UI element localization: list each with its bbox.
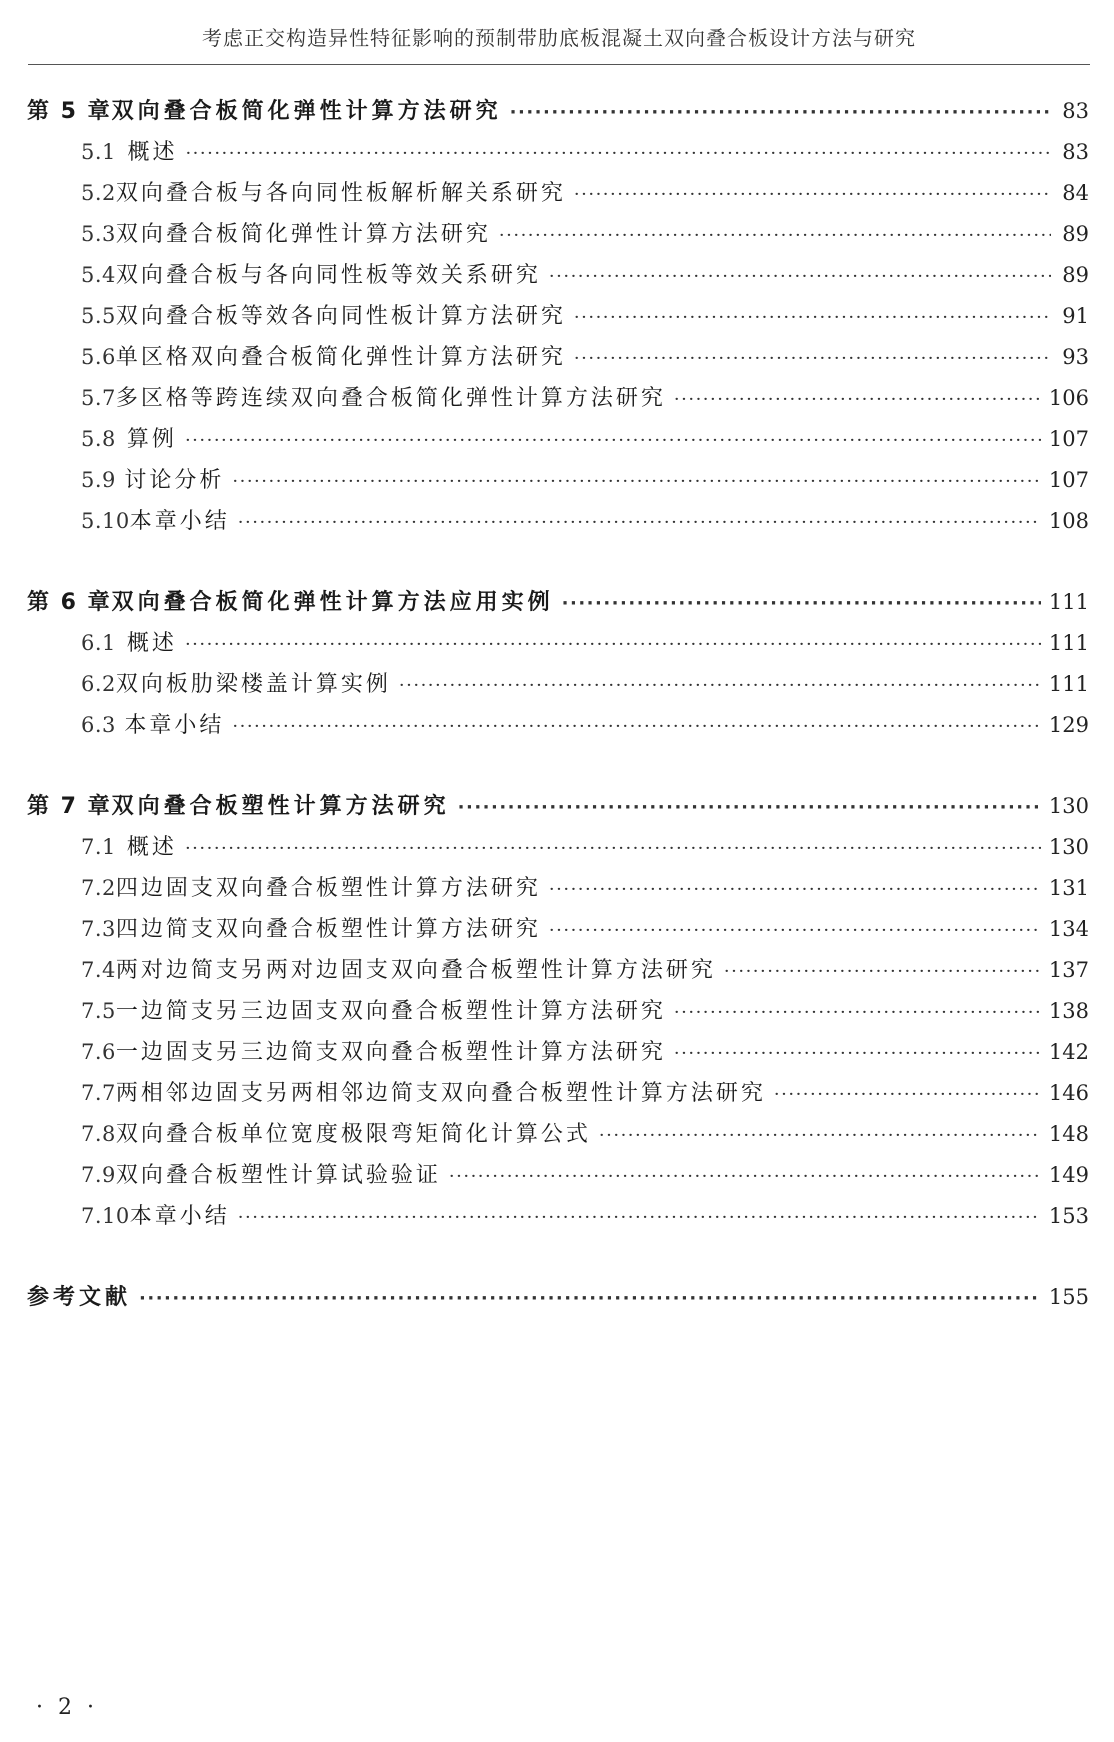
section-number: 5.3 [81,222,116,246]
dot-leader [549,869,1041,910]
page-number: 83 [1062,140,1089,164]
dot-leader [599,1115,1041,1156]
section-number: 5.2 [81,181,116,205]
dot-leader [674,992,1041,1033]
section-title: 四边固支双向叠合板塑性计算方法研究 [115,876,541,901]
section-number: 5.9 [81,468,116,492]
dot-leader [232,706,1041,747]
chapter-title: 双向叠合板塑性计算方法研究 [111,794,450,819]
dot-leader [674,1033,1041,1074]
section-entry[interactable] [27,296,1089,337]
references-entry[interactable] [27,1277,1089,1318]
section-title: 一边固支另三边简支双向叠合板塑性计算方法研究 [115,1040,666,1065]
page-number: 89 [1062,222,1089,246]
section-number: 7.2 [81,876,116,900]
section-entry[interactable] [27,1196,1089,1237]
section-entry[interactable] [27,1073,1089,1114]
dot-leader [238,1197,1041,1238]
dot-leader [562,583,1041,624]
section-entry[interactable] [27,173,1089,214]
page-number: 149 [1048,1163,1089,1187]
section-number: 5.1 [81,140,116,164]
page-number: 137 [1048,958,1089,982]
page-number: 155 [1048,1285,1089,1309]
references-block [27,1277,1089,1318]
section-number: 6.2 [81,672,116,696]
section-title: 一边简支另三边固支双向叠合板塑性计算方法研究 [115,999,666,1024]
page-number: 91 [1062,304,1089,328]
chapter-entry[interactable] [27,582,1089,623]
page-number: 106 [1048,386,1089,410]
dot-leader [574,174,1051,215]
section-number: 7.7 [81,1081,116,1105]
chapter-title: 双向叠合板简化弹性计算方法研究 [111,99,502,124]
section-entry[interactable] [27,214,1089,255]
section-number: 7.9 [81,1163,116,1187]
section-number: 7.8 [81,1122,116,1146]
section-entry[interactable] [27,1032,1089,1073]
section-title: 概述 [126,835,177,860]
page-number: 130 [1048,835,1089,859]
dot-leader [549,256,1051,297]
section-entry[interactable] [27,460,1089,501]
page-number: 138 [1048,999,1089,1023]
chapter-number: 第 6 章 [27,590,112,615]
section-title: 双向叠合板简化弹性计算方法研究 [115,222,491,247]
section-title: 两相邻边固支另两相邻边简支双向叠合板塑性计算方法研究 [115,1081,766,1106]
section-number: 6.1 [81,631,116,655]
dot-leader [674,379,1041,420]
page-number: 130 [1048,794,1089,818]
section-entry[interactable] [27,378,1089,419]
section-title: 两对边简支另两对边固支双向叠合板塑性计算方法研究 [115,958,716,983]
section-number: 7.6 [81,1040,116,1064]
dot-leader [139,1278,1041,1319]
section-entry[interactable] [27,132,1089,173]
section-entry[interactable] [27,623,1089,664]
page-number: 142 [1048,1040,1089,1064]
page-number: 89 [1062,263,1089,287]
dot-leader [574,338,1051,379]
section-title: 本章小结 [124,713,225,738]
section-number: 7.1 [81,835,116,859]
section-number: 6.3 [81,713,116,737]
section-number: 7.3 [81,917,116,941]
page-number: 111 [1048,590,1089,614]
page-number: 107 [1048,427,1089,451]
chapter-5-block [27,91,1089,542]
dot-leader [458,787,1041,828]
section-title: 算例 [126,427,177,452]
page-number: 146 [1048,1081,1089,1105]
section-title: 讨论分析 [124,468,225,493]
section-entry[interactable] [27,1155,1089,1196]
running-header: 考虑正交构造异性特征影响的预制带肋底板混凝土双向叠合板设计方法与研究 [28,18,1090,65]
chapter-number: 第 5 章 [27,99,112,124]
section-number: 5.6 [81,345,116,369]
section-title: 概述 [127,140,178,165]
section-entry[interactable] [27,991,1089,1032]
folio-page-number: · 2 · [36,1695,98,1720]
dot-leader [510,92,1051,133]
page-number: 107 [1048,468,1089,492]
dot-leader [449,1156,1041,1197]
table-of-contents [27,91,1089,1358]
page-number: 111 [1048,631,1089,655]
dot-leader [185,420,1041,461]
dot-leader [238,502,1041,543]
references-title: 参考文献 [27,1285,132,1310]
section-number: 5.5 [81,304,116,328]
dot-leader [774,1074,1041,1115]
page-number: 129 [1048,713,1089,737]
dot-leader [185,624,1041,665]
section-entry[interactable] [27,1114,1089,1155]
page-number: 111 [1048,672,1089,696]
section-number: 5.4 [81,263,116,287]
dot-leader [185,828,1041,869]
section-number: 7.4 [81,958,116,982]
dot-leader [724,951,1041,992]
chapter-6-block [27,582,1089,746]
chapter-title: 双向叠合板简化弹性计算方法应用实例 [111,590,554,615]
section-title: 四边简支双向叠合板塑性计算方法研究 [115,917,541,942]
section-entry[interactable] [27,419,1089,460]
page-number: 83 [1062,99,1089,123]
section-title: 单区格双向叠合板简化弹性计算方法研究 [115,345,566,370]
section-number: 5.10 [81,509,130,533]
dot-leader [232,461,1041,502]
dot-leader [549,910,1041,951]
section-title: 本章小结 [129,1204,230,1229]
section-title: 概述 [126,631,177,656]
section-number: 7.10 [81,1204,130,1228]
chapter-number: 第 7 章 [27,794,112,819]
section-title: 双向板肋梁楼盖计算实例 [115,672,391,697]
section-title: 双向叠合板塑性计算试验验证 [115,1163,441,1188]
section-title: 双向叠合板单位宽度极限弯矩简化计算公式 [115,1122,591,1147]
dot-leader [574,297,1051,338]
section-title: 双向叠合板与各向同性板解析解关系研究 [115,181,566,206]
page-number: 148 [1048,1122,1089,1146]
section-entry[interactable] [27,337,1089,378]
page-number: 153 [1048,1204,1089,1228]
dot-leader [499,215,1051,256]
section-number: 7.5 [81,999,116,1023]
section-title: 本章小结 [129,509,230,534]
section-entry[interactable] [27,950,1089,991]
dot-leader [185,133,1051,174]
page-number: 131 [1048,876,1089,900]
section-entry[interactable] [27,868,1089,909]
section-title: 双向叠合板与各向同性板等效关系研究 [115,263,541,288]
section-title: 多区格等跨连续双向叠合板简化弹性计算方法研究 [115,386,666,411]
section-number: 5.7 [81,386,116,410]
section-entry[interactable] [27,705,1089,746]
page-number: 108 [1048,509,1089,533]
page-number: 84 [1062,181,1089,205]
dot-leader [399,665,1041,706]
chapter-7-block [27,786,1089,1237]
section-number: 5.8 [81,427,116,451]
page-number: 93 [1062,345,1089,369]
chapter-entry[interactable] [27,91,1089,132]
section-entry[interactable] [27,501,1089,542]
section-entry[interactable] [27,255,1089,296]
chapter-entry[interactable] [27,786,1089,827]
section-entry[interactable] [27,827,1089,868]
section-title: 双向叠合板等效各向同性板计算方法研究 [115,304,566,329]
page-number: 134 [1048,917,1089,941]
section-entry[interactable] [27,909,1089,950]
section-entry[interactable] [27,664,1089,705]
